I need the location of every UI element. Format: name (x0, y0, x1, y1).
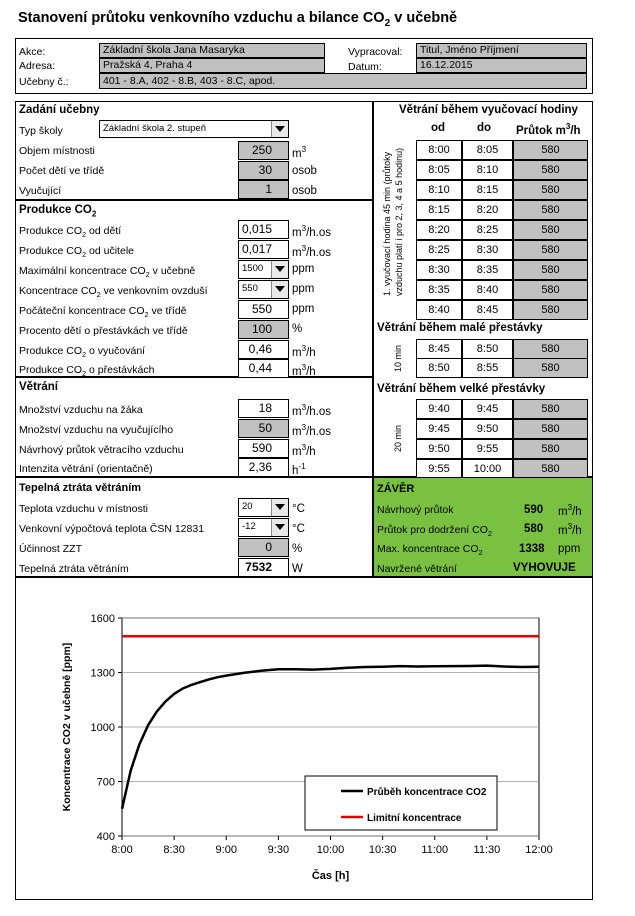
chevron-down-icon[interactable] (271, 121, 288, 137)
x-tick-label: 12:00 (525, 844, 553, 856)
datum-field[interactable]: 16.12.2015 (416, 58, 587, 73)
vyucovaci-do: 8:40 (462, 280, 513, 300)
ztrata-label: Tepelná ztráta větráním (19, 563, 129, 575)
chevron-down-icon[interactable] (271, 519, 288, 536)
x-tick-label: 10:00 (316, 844, 345, 856)
vetrani-unit: $m^3/h.os$ (292, 423, 332, 438)
produkce-field[interactable]: 0,015 (238, 220, 289, 239)
vetrani-field[interactable]: 2,36 (238, 458, 289, 477)
vyucovaci-do: 8:20 (462, 200, 513, 220)
side-text-2: vzduchu platí i pro 2, 3, 4 a 5 hodinu) (394, 147, 404, 296)
col-prutok: Průtok $m^3/h$ (516, 122, 581, 137)
vetrani-row-label: Intenzita větrání (orientačně) (19, 463, 153, 475)
vyucovaci-do: 8:10 (462, 160, 513, 180)
chevron-down-icon[interactable] (271, 261, 288, 278)
zaver-r3-label: Max. koncentrace $CO_2$ (377, 543, 483, 558)
vetrani-row-label: Množství vzduchu na žáka (19, 404, 143, 416)
deti-unit: osob (292, 165, 317, 177)
male-side: 10 min (393, 344, 403, 372)
zaver-heading: ZÁVĚR (377, 483, 415, 495)
zaver-r4-label: Navržené větrání (377, 563, 457, 575)
vyucovaci-prutok[interactable]: 580 (513, 280, 588, 300)
velke-do: 9:55 (462, 439, 513, 459)
produkce-unit: ppm (292, 283, 315, 295)
produkce-unit: $m^3/h$ (292, 363, 316, 378)
vyuc-field[interactable]: 1 (238, 180, 289, 199)
x-axis-label: Čas [h] (311, 870, 350, 882)
velke-prutok[interactable]: 580 (513, 439, 588, 459)
vypracoval-field[interactable]: Titul, Jméno Příjmení (416, 43, 587, 58)
legend-label: Průběh koncentrace CO2 (367, 787, 487, 798)
velke-od: 9:55 (416, 459, 462, 479)
produkce-select-value: 1500 (242, 263, 264, 274)
ztrata-unit: W (292, 563, 303, 575)
vyucovaci-prutok[interactable]: 580 (513, 200, 588, 220)
venk-label: Venkovní výpočtová teplota ČSN 12831 (19, 523, 205, 535)
vyucovaci-od: 8:10 (416, 180, 462, 200)
col-od: od (431, 122, 446, 134)
x-tick-label: 11:30 (473, 844, 501, 856)
chevron-down-icon[interactable] (271, 499, 288, 516)
velke-prutok[interactable]: 580 (513, 459, 588, 479)
objem-field[interactable]: 250 (238, 141, 289, 160)
zaver-r3-unit: ppm (558, 543, 581, 555)
x-tick-label: 10:30 (368, 844, 397, 856)
ucebny-label: Učebny č.: (19, 76, 69, 88)
vyucovaci-od: 8:20 (416, 220, 462, 240)
velke-od: 9:40 (416, 399, 462, 419)
teplota-select[interactable] (238, 498, 289, 517)
vetrani-field[interactable]: 18 (238, 399, 289, 418)
male-prutok[interactable]: 580 (513, 358, 588, 378)
vyucovaci-od: 8:15 (416, 200, 462, 220)
vyucovaci-prutok[interactable]: 580 (513, 300, 588, 320)
produkce-field[interactable]: 0,46 (238, 340, 289, 359)
vyucovaci-do: 8:35 (462, 260, 513, 280)
velke-od: 9:50 (416, 439, 462, 459)
produkce-select[interactable] (238, 260, 289, 279)
vyuc-unit: osob (292, 185, 317, 197)
vyucovaci-prutok[interactable]: 580 (513, 140, 588, 160)
co2-chart (15, 577, 593, 900)
zaver-r4-value: VYHOVUJE (513, 562, 576, 574)
produkce-row-label: Produkce $CO_2$ od učitele (19, 245, 134, 260)
teplota-value: 20 (242, 501, 253, 512)
male-prutok[interactable]: 580 (513, 339, 588, 359)
produkce-field[interactable]: 0,44 (238, 359, 289, 378)
velke-prutok[interactable]: 580 (513, 399, 588, 419)
typ-label: Typ školy (19, 125, 63, 137)
akce-field[interactable]: Základní škola Jana Masaryka (99, 43, 325, 58)
zaver-r2-value: 580 (524, 523, 544, 535)
ucinnost-field[interactable]: 0 (238, 538, 289, 557)
y-tick-label: 1000 (90, 722, 115, 734)
velke-prutok[interactable]: 580 (513, 419, 588, 439)
x-tick-label: 9:30 (267, 844, 290, 856)
zaver-r1-label: Návrhový průtok (377, 504, 454, 516)
venk-unit: °C (292, 523, 305, 535)
produkce-row-label: Koncentrace $CO_2$ ve venkovním ovzduší (19, 285, 208, 300)
x-tick-label: 8:00 (111, 844, 133, 856)
produkce-unit: ppm (292, 263, 315, 275)
produkce-field[interactable]: 550 (238, 300, 289, 319)
y-tick-label: 1300 (90, 667, 115, 680)
male-do: 8:50 (462, 339, 513, 359)
teplota-unit: °C (292, 503, 305, 515)
velke-do: 9:45 (462, 399, 513, 419)
produkce-unit: ppm (292, 303, 315, 315)
velke-do: 9:50 (462, 419, 513, 439)
y-tick-label: 1600 (90, 613, 115, 625)
zaver-r1-value: 590 (524, 504, 544, 516)
vetrani-field: 50 (238, 419, 289, 438)
produkce-heading: Produkce $CO_2$ (19, 204, 97, 219)
produkce-unit: % (292, 323, 303, 335)
zaver-r2-unit: $m^3/h$ (558, 522, 582, 537)
male-heading: Větrání během malé přestávky (377, 322, 543, 334)
zaver-r1-unit: $m^3/h$ (558, 503, 582, 518)
vetrani-heading: Větrání (19, 381, 58, 393)
vyucovaci-prutok[interactable]: 580 (513, 220, 588, 240)
male-od: 8:45 (416, 339, 462, 359)
adresa-label: Adresa: (19, 60, 56, 72)
vyucovaci-od: 8:00 (416, 140, 462, 160)
vyucovaci-do: 8:30 (462, 240, 513, 260)
objem-label: Objem místnosti (19, 145, 95, 157)
vyucovaci-prutok[interactable]: 580 (513, 240, 588, 260)
vyucovaci-od: 8:25 (416, 240, 462, 260)
vypracoval-label: Vypracoval: (348, 46, 403, 58)
venk-value: -12 (242, 521, 256, 532)
legend-label: Limitní koncentrace (367, 813, 462, 824)
objem-unit: $m^3$ (292, 145, 307, 160)
velke-do: 10:00 (462, 459, 513, 479)
vyuc-label: Vyučující (19, 185, 62, 197)
ucinnost-unit: % (292, 543, 303, 555)
zaver-r2-label: Průtok pro dodržení $CO_2$ (377, 524, 492, 539)
side-text-1: 1. vyučovací hodina 45 min (průtoky (382, 151, 392, 296)
typ-select-value: Základní škola 2. stupeň (103, 123, 206, 134)
vyucovaci-do: 8:45 (462, 300, 513, 320)
vyucovaci-heading: Větrání během vyučovací hodiny (399, 104, 578, 116)
male-do: 8:55 (462, 358, 513, 378)
vetrani-field[interactable]: 590 (238, 439, 289, 458)
vetrani-unit: $h^{-1}$ (292, 462, 306, 477)
produkce-row-label: Produkce $CO_2$ od dětí (19, 225, 122, 240)
vyucovaci-do: 8:05 (462, 140, 513, 160)
produkce-field[interactable]: 0,017 (238, 240, 289, 259)
zaver-r3-value: 1338 (519, 543, 545, 555)
page-title: Stanovení průtoku venkovního vzduchu a bilance $CO_2$ v učebně (18, 10, 458, 29)
produkce-row-label: Procento dětí o přestávkách ve třídě (19, 325, 188, 337)
ucebny-field[interactable]: 401 - 8.A, 402 - 8.B, 403 - 8.C, apod. (99, 73, 587, 89)
deti-label: Počet dětí ve třídě (19, 165, 105, 177)
venk-select[interactable] (238, 518, 289, 537)
x-tick-label: 11:00 (421, 844, 449, 856)
vyucovaci-od: 8:40 (416, 300, 462, 320)
velke-heading: Větrání během velké přestávky (377, 383, 546, 395)
produkce-row-label: Počáteční koncentrace $CO_2$ ve třídě (19, 305, 187, 320)
vyucovaci-do: 8:15 (462, 180, 513, 200)
vyucovaci-prutok[interactable]: 580 (513, 180, 588, 200)
y-axis-label: Koncentrace CO2 v učebně [ppm] (61, 642, 73, 812)
produkce-unit: $m^3/h.os$ (292, 244, 332, 259)
chevron-down-icon[interactable] (271, 281, 288, 298)
datum-label: Datum: (348, 61, 382, 73)
x-tick-label: 9:00 (215, 844, 237, 856)
vetrani-unit: $m^3/h$ (292, 443, 316, 458)
vetrani-row-label: Návrhový průtok větracího vzduchu (19, 444, 184, 456)
tepelna-heading: Tepelná ztráta větráním (19, 482, 142, 494)
produkce-row-label: Maximální koncentrace $CO_2$ v učebně (19, 265, 196, 280)
teplota-label: Teplota vzduchu v místnosti (19, 503, 148, 515)
produkce-select[interactable] (238, 280, 289, 299)
ztrata-field: 7532 (238, 558, 289, 577)
ucinnost-label: Účinnost ZZT (19, 543, 83, 555)
vyucovaci-do: 8:25 (462, 220, 513, 240)
produkce-row-label: Produkce $CO_2$ o přestávkách (19, 364, 155, 379)
vyucovaci-od: 8:05 (416, 160, 462, 180)
vetrani-row-label: Množství vzduchu na vyučujícího (19, 424, 174, 436)
vyucovaci-od: 8:35 (416, 280, 462, 300)
male-od: 8:50 (416, 358, 462, 378)
y-tick-label: 400 (96, 831, 115, 843)
produkce-unit: $m^3/h$ (292, 344, 316, 359)
x-tick-label: 8:30 (163, 844, 185, 856)
produkce-select-value: 550 (242, 283, 258, 294)
typ-select[interactable] (99, 120, 289, 138)
vetrani-unit: $m^3/h.os$ (292, 403, 332, 418)
zadani-heading: Zadání učebny (19, 104, 100, 116)
adresa-field[interactable]: Pražská 4, Praha 4 (99, 58, 325, 73)
col-do: do (477, 122, 492, 134)
velke-side: 20 min (393, 424, 403, 452)
deti-field[interactable]: 30 (238, 161, 289, 180)
vyucovaci-od: 8:30 (416, 260, 462, 280)
akce-label: Akce: (19, 46, 46, 58)
y-tick-label: 700 (96, 776, 115, 789)
produkce-field: 100 (238, 320, 289, 339)
vyucovaci-prutok[interactable]: 580 (513, 260, 588, 280)
vyucovaci-prutok[interactable]: 580 (513, 160, 588, 180)
velke-od: 9:45 (416, 419, 462, 439)
produkce-row-label: Produkce $CO_2$ o vyučování (19, 345, 146, 360)
produkce-unit: $m^3/h.os$ (292, 224, 332, 239)
